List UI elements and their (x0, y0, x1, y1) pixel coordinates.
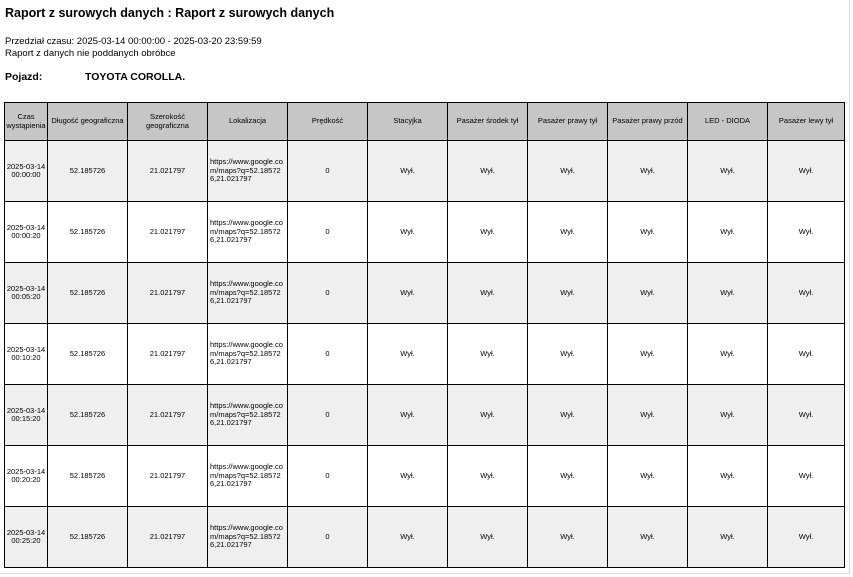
header-location: Lokalizacja (208, 103, 288, 141)
cell-time: 2025-03-14 00:25:20 (5, 507, 48, 568)
cell-passenger-rear-left: Wył. (768, 202, 845, 263)
table-row (5, 263, 845, 324)
table-row (5, 507, 845, 568)
cell-ignition: Wył. (368, 324, 448, 385)
cell-ignition: Wył. (368, 385, 448, 446)
cell-speed: 0 (288, 385, 368, 446)
cell-led-diode: Wył. (688, 263, 768, 324)
cell-longitude: 52.185726 (48, 507, 128, 568)
cell-passenger-rear-right: Wył. (528, 507, 608, 568)
cell-latitude: 21.021797 (128, 263, 208, 324)
cell-time: 2025-03-14 00:15:20 (5, 385, 48, 446)
cell-passenger-rear-left: Wył. (768, 263, 845, 324)
cell-longitude: 52.185726 (48, 141, 128, 202)
cell-location[interactable]: https://www.google.com/maps?q=52.185726,21.021797 (208, 202, 288, 263)
cell-led-diode: Wył. (688, 141, 768, 202)
cell-speed: 0 (288, 141, 368, 202)
cell-led-diode: Wył. (688, 324, 768, 385)
cell-longitude: 52.185726 (48, 446, 128, 507)
cell-ignition: Wył. (368, 263, 448, 324)
cell-led-diode: Wył. (688, 507, 768, 568)
cell-led-diode: Wył. (688, 202, 768, 263)
cell-longitude: 52.185726 (48, 263, 128, 324)
cell-passenger-front-right: Wył. (608, 141, 688, 202)
table-header-row (5, 103, 845, 141)
cell-speed: 0 (288, 446, 368, 507)
cell-passenger-front-right: Wył. (608, 324, 688, 385)
cell-ignition: Wył. (368, 141, 448, 202)
cell-latitude: 21.021797 (128, 446, 208, 507)
cell-location[interactable]: https://www.google.com/maps?q=52.185726,21.021797 (208, 507, 288, 568)
vehicle-value: TOYOTA COROLLA. (85, 71, 186, 83)
cell-passenger-rear-right: Wył. (528, 446, 608, 507)
report-title: Raport z surowych danych : Raport z surowych danych (5, 6, 335, 20)
header-longitude: Długość geograficzna (48, 103, 128, 141)
cell-passenger-rear-right: Wył. (528, 385, 608, 446)
table-row (5, 202, 845, 263)
cell-passenger-rear-left: Wył. (768, 385, 845, 446)
cell-passenger-rear-right: Wył. (528, 141, 608, 202)
cell-passenger-rear-left: Wył. (768, 446, 845, 507)
cell-location[interactable]: https://www.google.com/maps?q=52.185726,21.021797 (208, 141, 288, 202)
header-latitude: Szerokość geograficzna (128, 103, 208, 141)
cell-time: 2025-03-14 00:00:20 (5, 202, 48, 263)
cell-time: 2025-03-14 00:10:20 (5, 324, 48, 385)
header-speed: Prędkość (288, 103, 368, 141)
cell-ignition: Wył. (368, 507, 448, 568)
cell-passenger-front-right: Wył. (608, 202, 688, 263)
cell-speed: 0 (288, 202, 368, 263)
header-ignition: Stacyjka (368, 103, 448, 141)
cell-ignition: Wył. (368, 446, 448, 507)
header-led-diode: LED - DIODA (688, 103, 768, 141)
header-passenger-rear-middle: Pasażer środek tył (448, 103, 528, 141)
cell-longitude: 52.185726 (48, 324, 128, 385)
cell-passenger-rear-middle: Wył. (448, 324, 528, 385)
cell-longitude: 52.185726 (48, 385, 128, 446)
cell-passenger-front-right: Wył. (608, 507, 688, 568)
cell-location[interactable]: https://www.google.com/maps?q=52.185726,21.021797 (208, 385, 288, 446)
table-row (5, 385, 845, 446)
cell-led-diode: Wył. (688, 446, 768, 507)
cell-passenger-rear-middle: Wył. (448, 507, 528, 568)
cell-location[interactable]: https://www.google.com/maps?q=52.185726,21.021797 (208, 263, 288, 324)
cell-location[interactable]: https://www.google.com/maps?q=52.185726,21.021797 (208, 446, 288, 507)
table-row (5, 446, 845, 507)
cell-time: 2025-03-14 00:05:20 (5, 263, 48, 324)
vehicle-label: Pojazd: (5, 71, 43, 83)
table-row (5, 141, 845, 202)
cell-passenger-rear-middle: Wył. (448, 446, 528, 507)
report-period: Przedział czasu: 2025-03-14 00:00:00 - 2025-03-20 23:59:59 (5, 36, 262, 47)
cell-passenger-rear-left: Wył. (768, 141, 845, 202)
header-passenger-rear-right: Pasażer prawy tył (528, 103, 608, 141)
cell-longitude: 52.185726 (48, 202, 128, 263)
cell-passenger-front-right: Wył. (608, 263, 688, 324)
cell-passenger-front-right: Wył. (608, 385, 688, 446)
cell-location[interactable]: https://www.google.com/maps?q=52.185726,21.021797 (208, 324, 288, 385)
cell-led-diode: Wył. (688, 385, 768, 446)
cell-passenger-rear-left: Wył. (768, 507, 845, 568)
cell-time: 2025-03-14 00:00:00 (5, 141, 48, 202)
cell-latitude: 21.021797 (128, 202, 208, 263)
cell-ignition: Wył. (368, 202, 448, 263)
cell-latitude: 21.021797 (128, 507, 208, 568)
cell-speed: 0 (288, 324, 368, 385)
cell-latitude: 21.021797 (128, 141, 208, 202)
cell-passenger-rear-middle: Wył. (448, 263, 528, 324)
cell-latitude: 21.021797 (128, 324, 208, 385)
cell-passenger-rear-middle: Wył. (448, 202, 528, 263)
header-passenger-rear-left: Pasażer lewy tył (768, 103, 845, 141)
raw-data-table (4, 102, 845, 568)
cell-passenger-rear-middle: Wył. (448, 141, 528, 202)
cell-latitude: 21.021797 (128, 385, 208, 446)
cell-passenger-front-right: Wył. (608, 446, 688, 507)
cell-passenger-rear-right: Wył. (528, 263, 608, 324)
cell-speed: 0 (288, 507, 368, 568)
cell-speed: 0 (288, 263, 368, 324)
cell-passenger-rear-left: Wył. (768, 324, 845, 385)
cell-passenger-rear-right: Wył. (528, 324, 608, 385)
header-time: Czas wystąpienia (5, 103, 48, 141)
cell-passenger-rear-middle: Wył. (448, 385, 528, 446)
table-row (5, 324, 845, 385)
header-passenger-front-right: Pasażer prawy przód (608, 103, 688, 141)
cell-time: 2025-03-14 00:20:20 (5, 446, 48, 507)
report-note: Raport z danych nie poddanych obróbce (5, 48, 176, 59)
cell-passenger-rear-right: Wył. (528, 202, 608, 263)
